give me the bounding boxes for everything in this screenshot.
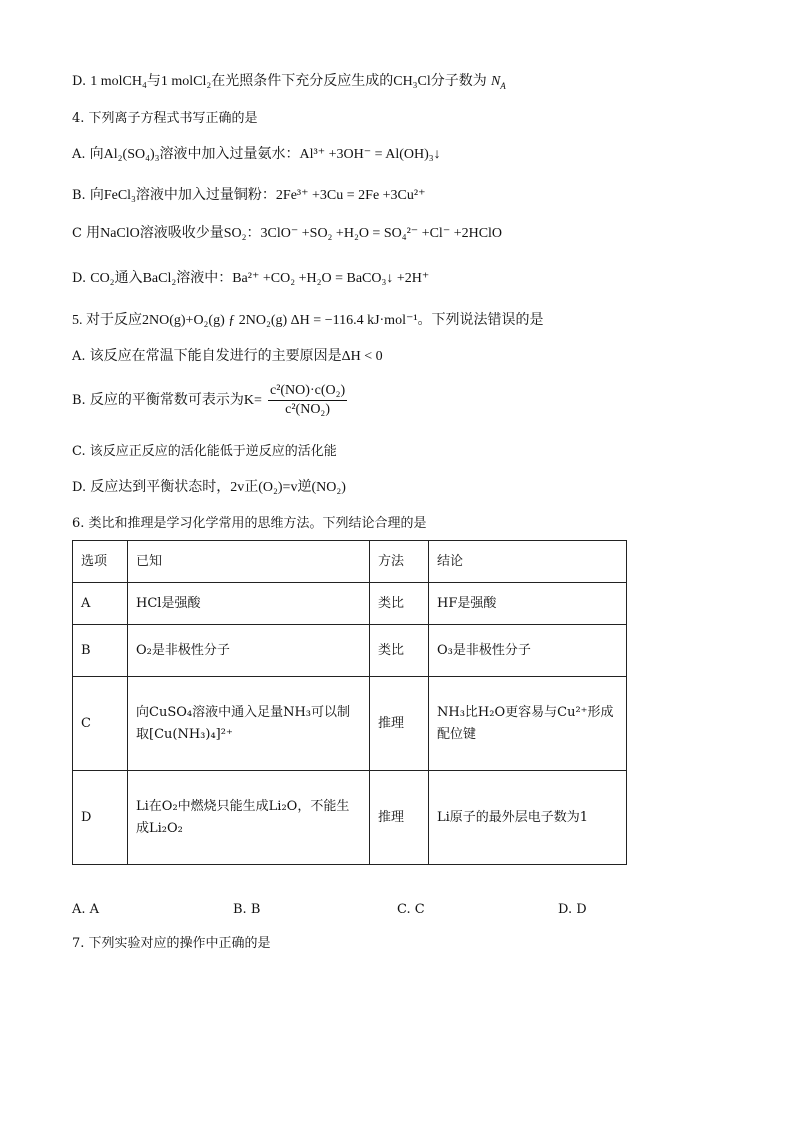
option-text: 反应达到平衡状态时，2v正(O₂)=v逆(NO₂) bbox=[90, 480, 346, 495]
table-cell: B bbox=[73, 625, 128, 677]
question-7-stem: 7. 下列实验对应的操作中正确的是 bbox=[72, 936, 271, 951]
table-cell: 类比 bbox=[370, 625, 429, 677]
question-5-stem: 5. 对于反应2NO(g)+O₂(g) ƒ 2NO₂(g) ΔH = −116.4 kJ·mol⁻¹。下列说法错误的是 bbox=[72, 313, 544, 328]
answer-choice-b[interactable]: B. B bbox=[233, 902, 261, 917]
option-prefix: D. bbox=[72, 271, 87, 286]
option-text: 1 molCH₄与1 molCl₂在光照条件下充分反应生成的CH₃Cl分子数为 bbox=[90, 74, 487, 89]
fraction-numerator: c²(NO)·c(O₂) bbox=[268, 383, 347, 401]
question-6-stem: 6. 类比和推理是学习化学常用的思维方法。下列结论合理的是 bbox=[72, 516, 427, 531]
table-cell: O₂是非极性分子 bbox=[128, 625, 370, 677]
option-text: 向FeCl₃溶液中加入过量铜粉：2Fe³⁺ +3Cu = 2Fe +3Cu²⁺ bbox=[89, 188, 426, 203]
answer-choice-d[interactable]: D. D bbox=[558, 902, 587, 917]
table-header: 结论 bbox=[429, 541, 627, 583]
table-cell: 类比 bbox=[370, 583, 429, 625]
question-4-stem: 4. 下列离子方程式书写正确的是 bbox=[72, 111, 258, 126]
table-header-row bbox=[73, 541, 627, 583]
table-cell: D bbox=[73, 771, 128, 865]
option-prefix: D. bbox=[72, 480, 87, 495]
q4-option-b bbox=[72, 186, 425, 206]
table-cell: A bbox=[73, 583, 128, 625]
equilibrium-constant-fraction bbox=[268, 383, 347, 418]
table-row bbox=[73, 625, 627, 677]
table-row bbox=[73, 677, 627, 771]
table-cell: HCl是强酸 bbox=[128, 583, 370, 625]
q5-option-d bbox=[72, 478, 346, 498]
option-text: 用NaClO溶液吸收少量SO₂：3ClO⁻ +SO₂ +H₂O = SO₄²⁻ +Cl⁻ +2HClO bbox=[86, 226, 503, 241]
table-cell: O₃是非极性分子 bbox=[429, 625, 627, 677]
q4-option-c bbox=[72, 224, 502, 244]
table-row bbox=[73, 771, 627, 865]
table-cell: Li原子的最外层电子数为1 bbox=[429, 771, 627, 865]
answer-choice-c[interactable]: C. C bbox=[397, 902, 425, 917]
option-prefix: A. bbox=[72, 349, 86, 364]
option-prefix: B. bbox=[72, 393, 86, 408]
fraction-denominator: c²(NO₂) bbox=[285, 402, 330, 417]
q5-option-c bbox=[72, 442, 337, 462]
q4-option-a bbox=[72, 145, 441, 165]
option-text: 向Al₂(SO₄)₃溶液中加入过量氨水：Al³⁺ +3OH⁻ = Al(OH)₃↓ bbox=[89, 147, 441, 162]
avogadro-subscript: A bbox=[500, 80, 506, 91]
option-prefix: C. bbox=[72, 444, 86, 459]
option-text: 该反应在常温下能自发进行的主要原因是ΔH < 0 bbox=[89, 349, 383, 364]
table-header: 已知 bbox=[128, 541, 370, 583]
option-text: 该反应正反应的活化能低于逆反应的活化能 bbox=[89, 444, 337, 459]
table-cell: HF是强酸 bbox=[429, 583, 627, 625]
option-prefix: C bbox=[72, 226, 82, 241]
table-header: 选项 bbox=[73, 541, 128, 583]
table-cell: C bbox=[73, 677, 128, 771]
table-header: 方法 bbox=[370, 541, 429, 583]
option-text: 反应的平衡常数可表示为K= bbox=[89, 393, 262, 408]
comparison-table bbox=[72, 540, 627, 865]
table-row bbox=[73, 583, 627, 625]
table-cell: 向CuSO₄溶液中通入足量NH₃可以制取[Cu(NH₃)₄]²⁺ bbox=[128, 677, 370, 771]
avogadro-symbol: N bbox=[490, 74, 501, 89]
table-cell: NH₃比H₂O更容易与Cu²⁺形成配位键 bbox=[429, 677, 627, 771]
option-text: CO₂通入BaCl₂溶液中：Ba²⁺ +CO₂ +H₂O = BaCO₃↓ +2H⁺ bbox=[90, 271, 430, 286]
q4-option-d bbox=[72, 269, 429, 289]
answer-choice-a[interactable]: A. A bbox=[72, 902, 100, 917]
q5-option-b bbox=[72, 383, 349, 418]
table-cell: 推理 bbox=[370, 771, 429, 865]
q5-option-a bbox=[72, 347, 383, 367]
q3-option-d bbox=[72, 72, 506, 92]
option-prefix: A. bbox=[72, 147, 86, 162]
table-cell: Li在O₂中燃烧只能生成Li₂O，不能生成Li₂O₂ bbox=[128, 771, 370, 865]
table-cell: 推理 bbox=[370, 677, 429, 771]
option-prefix: D. bbox=[72, 74, 87, 89]
option-prefix: B. bbox=[72, 188, 86, 203]
